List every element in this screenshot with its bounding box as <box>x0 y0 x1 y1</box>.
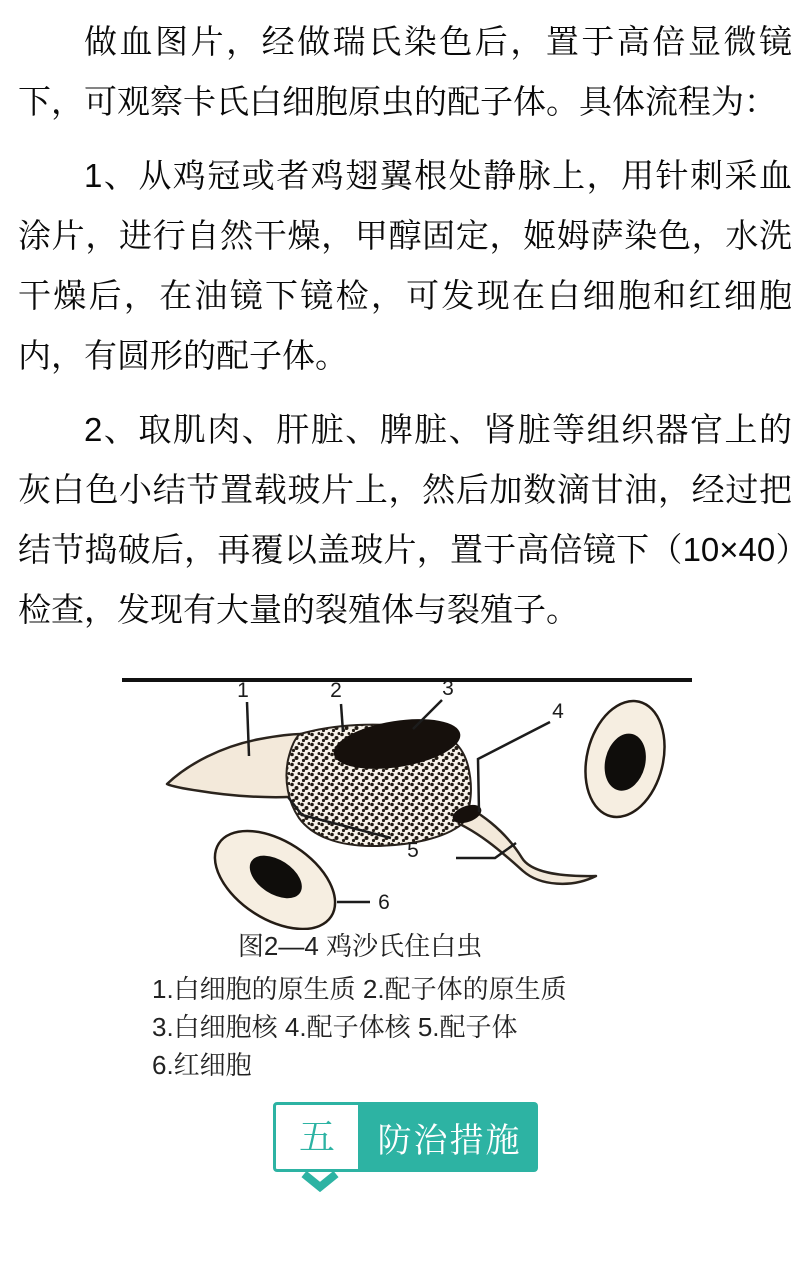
leader-line-4 <box>478 722 550 812</box>
paragraph-step-1: 1、从鸡冠或者鸡翅翼根处静脉上，用针刺采血涂片，进行自然干燥，甲醇固定，姬姆萨染色，水洗干燥后，在油镜下镜检，可发现在白细胞和红细胞内，有圆形的配子体。 <box>18 157 792 374</box>
diagram-label-6: 6 <box>378 891 390 914</box>
section-badge <box>273 1102 538 1172</box>
figure-legend <box>110 970 700 1084</box>
diagram-label-4: 4 <box>552 700 564 723</box>
white-cell-protoplasm-left-horn <box>167 734 306 797</box>
section-number-box <box>273 1102 361 1172</box>
section-number: 五 <box>298 1116 335 1157</box>
figure-legend-line: 6.红细胞 <box>152 1050 252 1080</box>
leucocytozoon-diagram <box>110 672 700 930</box>
paragraph-intro: 做血图片，经做瑞氏染色后，置于高倍显微镜下，可观察卡氏白细胞原虫的配子体。具体流程为： <box>18 23 792 120</box>
figure-caption: 图2—4 鸡沙氏住白虫 <box>237 931 483 961</box>
diagram-label-3: 3 <box>442 677 454 700</box>
diagram-label-1: 1 <box>237 679 249 702</box>
diagram-label-2: 2 <box>330 679 342 702</box>
figure-legend-line: 3.白细胞核 4.配子体核 5.配子体 <box>152 1012 518 1042</box>
figure-leucocytozoon <box>110 672 700 1084</box>
red-blood-cell-top-right <box>574 693 676 826</box>
paragraph-step-2: 2、取肌肉、肝脏、脾脏、肾脏等组织器官上的灰白色小结节置载玻片上，然后加数滴甘油，经过把结节捣破后，再覆以盖玻片，置于高倍镜下（10×40）检查，发现有大量的裂殖体与裂殖子。 <box>18 411 792 628</box>
diagram-label-5: 5 <box>407 839 419 862</box>
section-title: 防治措施 <box>361 1102 538 1172</box>
chevron-down-icon <box>299 1172 341 1192</box>
figure-legend-line: 1.白细胞的原生质 2.配子体的原生质 <box>152 974 567 1004</box>
